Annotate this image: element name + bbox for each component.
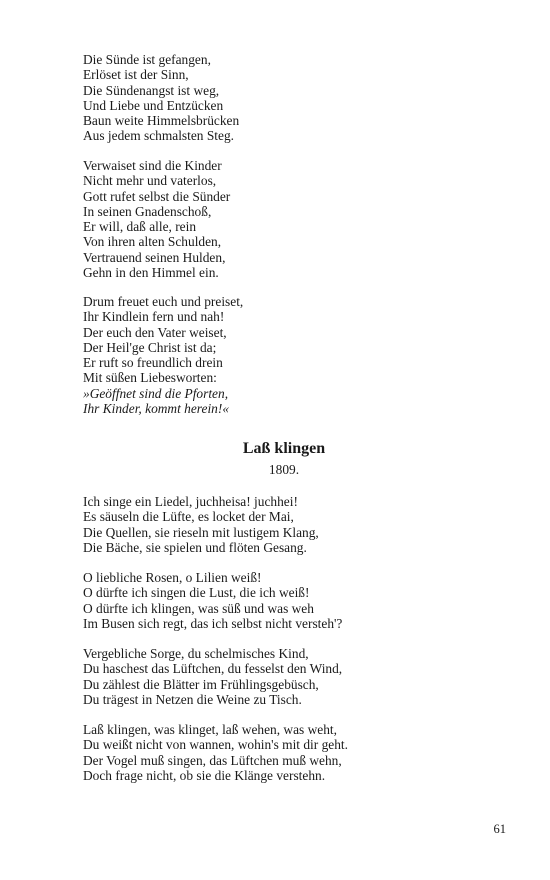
verse-line: Im Busen sich regt, das ich selbst nicht versteh'? — [83, 615, 343, 631]
poem2-stanza-3 — [83, 646, 342, 707]
poem-title: Laß klingen — [242, 440, 326, 457]
verse-line: O dürfte ich klingen, was süß und was weh — [83, 600, 314, 616]
verse-line: Drum freuet euch und preiset, — [83, 294, 244, 309]
verse-line: Nicht mehr und vaterlos, — [83, 173, 217, 189]
verse-line: Du trägest in Netzen die Weine zu Tisch. — [83, 691, 302, 707]
verse-line: Und Liebe und Entzücken — [83, 97, 224, 113]
verse-line: Du zählest die Blätter im Frühlingsgebüsch, — [83, 676, 319, 692]
verse-line: O dürfte ich singen die Lust, die ich weiß! — [83, 585, 310, 601]
verse-line: Doch frage nicht, ob sie die Klänge verstehn. — [83, 767, 326, 783]
verse-line: Die Sündenangst ist weg, — [83, 82, 220, 98]
poem2-stanza-1 — [83, 494, 319, 555]
poem1-stanza-2 — [83, 158, 230, 280]
verse-line: Du haschest das Lüftchen, du fesselst den Wind, — [83, 661, 343, 677]
verse-line: Mit süßen Liebesworten: — [83, 370, 217, 386]
verse-line: Vertrauend seinen Hulden, — [83, 249, 226, 265]
verse-line: Laß klingen, was klinget, laß wehen, was weht, — [83, 722, 337, 737]
verse-line-italic: »Geöffnet sind die Pforten, — [83, 385, 229, 401]
verse-line: Gehn in den Himmel ein. — [83, 265, 219, 281]
verse-line: O liebliche Rosen, o Lilien weiß! — [83, 570, 262, 585]
verse-line: Der euch den Vater weiset, — [83, 324, 227, 340]
verse-line: Es säuseln die Lüfte, es locket der Mai, — [83, 509, 294, 525]
verse-line: Von ihren alten Schulden, — [83, 234, 222, 250]
verse-line: Vergebliche Sorge, du schelmisches Kind, — [83, 646, 309, 661]
verse-line: Baun weite Himmelsbrücken — [83, 113, 240, 129]
verse-line: Ich singe ein Liedel, juchheisa! juchhei! — [83, 494, 298, 509]
verse-line: Er will, daß alle, rein — [83, 219, 197, 235]
poem1-stanza-1 — [83, 52, 239, 144]
verse-line: Der Vogel muß singen, das Lüftchen muß wehn, — [83, 752, 342, 768]
verse-line: Gott rufet selbst die Sünder — [83, 188, 231, 204]
verse-line: Aus jedem schmalsten Steg. — [83, 128, 234, 144]
poem-year: 1809. — [268, 462, 300, 477]
verse-line: Der Heil'ge Christ ist da; — [83, 339, 217, 355]
verse-line: Die Quellen, sie rieseln mit lustigem Klang, — [83, 524, 319, 540]
verse-line: Du weißt nicht von wannen, wohin's mit dir geht. — [83, 737, 348, 753]
verse-line: Ihr Kindlein fern und nah! — [83, 309, 225, 325]
verse-line: Erlöset ist der Sinn, — [83, 67, 189, 83]
page-number: 61 — [493, 822, 506, 836]
verse-line: Verwaiset sind die Kinder — [83, 158, 222, 173]
poem1-stanza-3 — [83, 294, 243, 416]
verse-line-italic: Ihr Kinder, kommt herein!« — [83, 401, 230, 417]
verse-line: In seinen Gnadenschoß, — [83, 203, 212, 219]
verse-line: Er ruft so freundlich drein — [83, 355, 223, 371]
poem2-stanza-4 — [83, 722, 348, 783]
verse-line: Die Bäche, sie spielen und flöten Gesang. — [83, 539, 307, 555]
verse-line: Die Sünde ist gefangen, — [83, 52, 211, 67]
poem2-stanza-2 — [83, 570, 342, 631]
